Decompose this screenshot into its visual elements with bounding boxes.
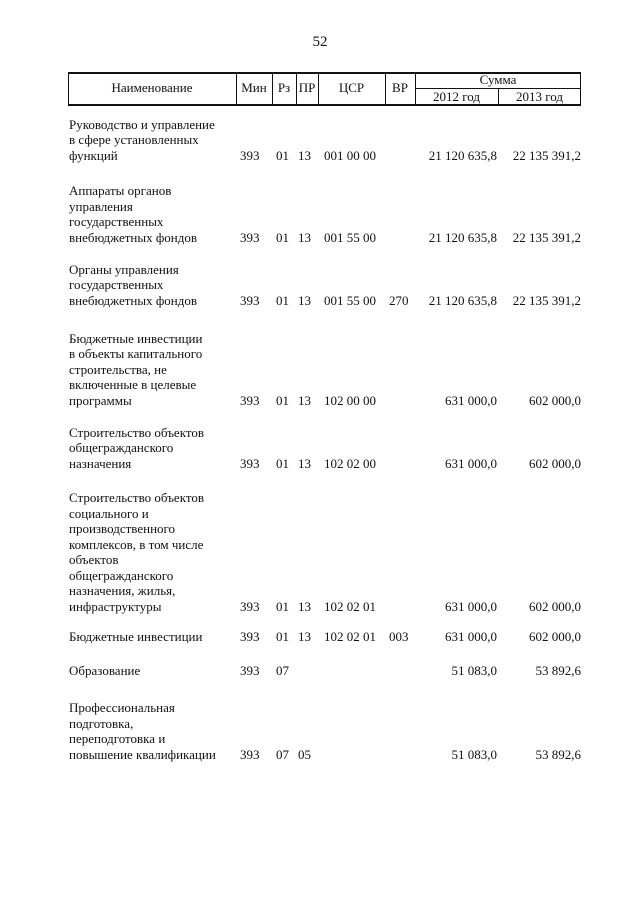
cell-s2013: 602 000,0	[529, 455, 581, 471]
row-name-line: программы	[69, 392, 132, 408]
row-name-line: в сфере установленных	[69, 132, 199, 147]
row-name-line: строительства, не	[69, 361, 167, 377]
row-name-line: комплексов, в том числе	[69, 536, 204, 552]
cell-pr: 13	[298, 229, 311, 245]
cell-csr: 001 55 00	[324, 292, 376, 308]
cell-s2012: 21 120 635,8	[428, 147, 497, 163]
cell-csr: 102 02 01	[324, 628, 376, 644]
cell-s2013: 53 892,6	[535, 662, 581, 678]
row-name-line: Органы управления	[69, 261, 179, 277]
cell-min: 393	[240, 598, 260, 614]
cell-min: 393	[240, 662, 260, 678]
row-name-line: Профессиональная	[69, 700, 175, 715]
row-name-line: социального и	[69, 505, 149, 521]
cell-s2012: 631 000,0	[445, 598, 497, 614]
cell-rz: 01	[276, 229, 289, 245]
cell-rz: 01	[276, 455, 289, 471]
header-csr: ЦСР	[338, 80, 365, 95]
cell-pr: 13	[298, 147, 311, 163]
cell-csr: 001 55 00	[324, 229, 376, 245]
row-name-line: Бюджетные инвестиции	[69, 628, 203, 644]
cell-s2012: 21 120 635,8	[428, 292, 497, 308]
cell-s2012: 21 120 635,8	[428, 229, 497, 245]
header-pr: ПР	[298, 80, 316, 95]
cell-pr: 13	[298, 292, 311, 308]
cell-rz: 01	[276, 598, 289, 614]
cell-s2012: 51 083,0	[451, 662, 497, 678]
page-number: 52	[312, 34, 328, 50]
row-name-line: повышение квалификации	[69, 746, 216, 762]
cell-pr: 05	[298, 746, 311, 762]
cell-vr: 270	[389, 292, 409, 308]
row-name-line: общегражданского	[69, 567, 174, 583]
row-name-line: Бюджетные инвестиции	[69, 330, 203, 346]
cell-s2013: 22 135 391,2	[512, 229, 581, 245]
cell-s2013: 602 000,0	[529, 392, 581, 408]
cell-s2013: 602 000,0	[529, 598, 581, 614]
header-rz: Рз	[277, 80, 291, 95]
cell-csr: 102 00 00	[324, 392, 376, 408]
header-vr: ВР	[392, 80, 408, 95]
row-name-line: в объекты капитального	[69, 346, 203, 361]
header-2013: 2013 год	[516, 89, 563, 104]
row-name-line: назначения, жилья,	[69, 583, 176, 598]
cell-s2013: 22 135 391,2	[512, 292, 581, 308]
cell-min: 393	[240, 746, 260, 762]
cell-csr: 001 00 00	[324, 147, 376, 163]
cell-min: 393	[240, 455, 260, 471]
cell-pr: 13	[298, 598, 311, 614]
cell-rz: 01	[276, 292, 289, 308]
row-name-line: Руководство и управление	[69, 116, 215, 132]
row-name-line: назначения	[69, 455, 132, 471]
row-name-line: Строительство объектов	[69, 490, 204, 505]
row-name-line: внебюджетных фондов	[69, 292, 197, 308]
row-name-line: функций	[69, 147, 118, 163]
row-name-line: управления	[69, 198, 133, 214]
cell-vr: 003	[389, 628, 409, 644]
cell-s2012: 631 000,0	[445, 392, 497, 408]
cell-min: 393	[240, 628, 260, 644]
cell-rz: 07	[276, 746, 289, 762]
cell-min: 393	[240, 229, 260, 245]
cell-s2012: 631 000,0	[445, 455, 497, 471]
row-name-line: государственных	[69, 214, 164, 229]
cell-rz: 01	[276, 392, 289, 408]
header-min: Мин	[241, 80, 267, 95]
cell-rz: 07	[276, 662, 289, 678]
cell-csr: 102 02 01	[324, 598, 376, 614]
header-sum: Сумма	[479, 72, 517, 87]
cell-min: 393	[240, 147, 260, 163]
row-name-line: внебюджетных фондов	[69, 229, 197, 245]
cell-s2013: 602 000,0	[529, 628, 581, 644]
row-name-line: инфраструктуры	[69, 598, 162, 614]
cell-rz: 01	[276, 628, 289, 644]
row-name-line: Строительство объектов	[69, 424, 204, 440]
cell-min: 393	[240, 292, 260, 308]
row-name-line: включенные в целевые	[69, 377, 197, 392]
cell-pr: 13	[298, 455, 311, 471]
row-name-line: производственного	[69, 521, 176, 536]
cell-s2012: 51 083,0	[451, 746, 497, 762]
header-name: Наименование	[111, 80, 193, 95]
row-name-line: переподготовка и	[69, 731, 166, 746]
cell-pr: 13	[298, 392, 311, 408]
cell-s2013: 22 135 391,2	[512, 147, 581, 163]
row-name-line: общегражданского	[69, 440, 174, 455]
row-name-line: государственных	[69, 277, 164, 292]
cell-s2013: 53 892,6	[535, 746, 581, 762]
cell-pr: 13	[298, 628, 311, 644]
row-name-line: Аппараты органов	[69, 183, 172, 198]
cell-rz: 01	[276, 147, 289, 163]
header-2012: 2012 год	[433, 89, 480, 104]
row-name	[69, 700, 237, 762]
row-name-line: подготовка,	[69, 715, 134, 731]
row-name-line: Образование	[69, 662, 141, 678]
cell-min: 393	[240, 392, 260, 408]
row-name-line: объектов	[69, 552, 119, 567]
cell-s2012: 631 000,0	[445, 628, 497, 644]
cell-csr: 102 02 00	[324, 455, 376, 471]
